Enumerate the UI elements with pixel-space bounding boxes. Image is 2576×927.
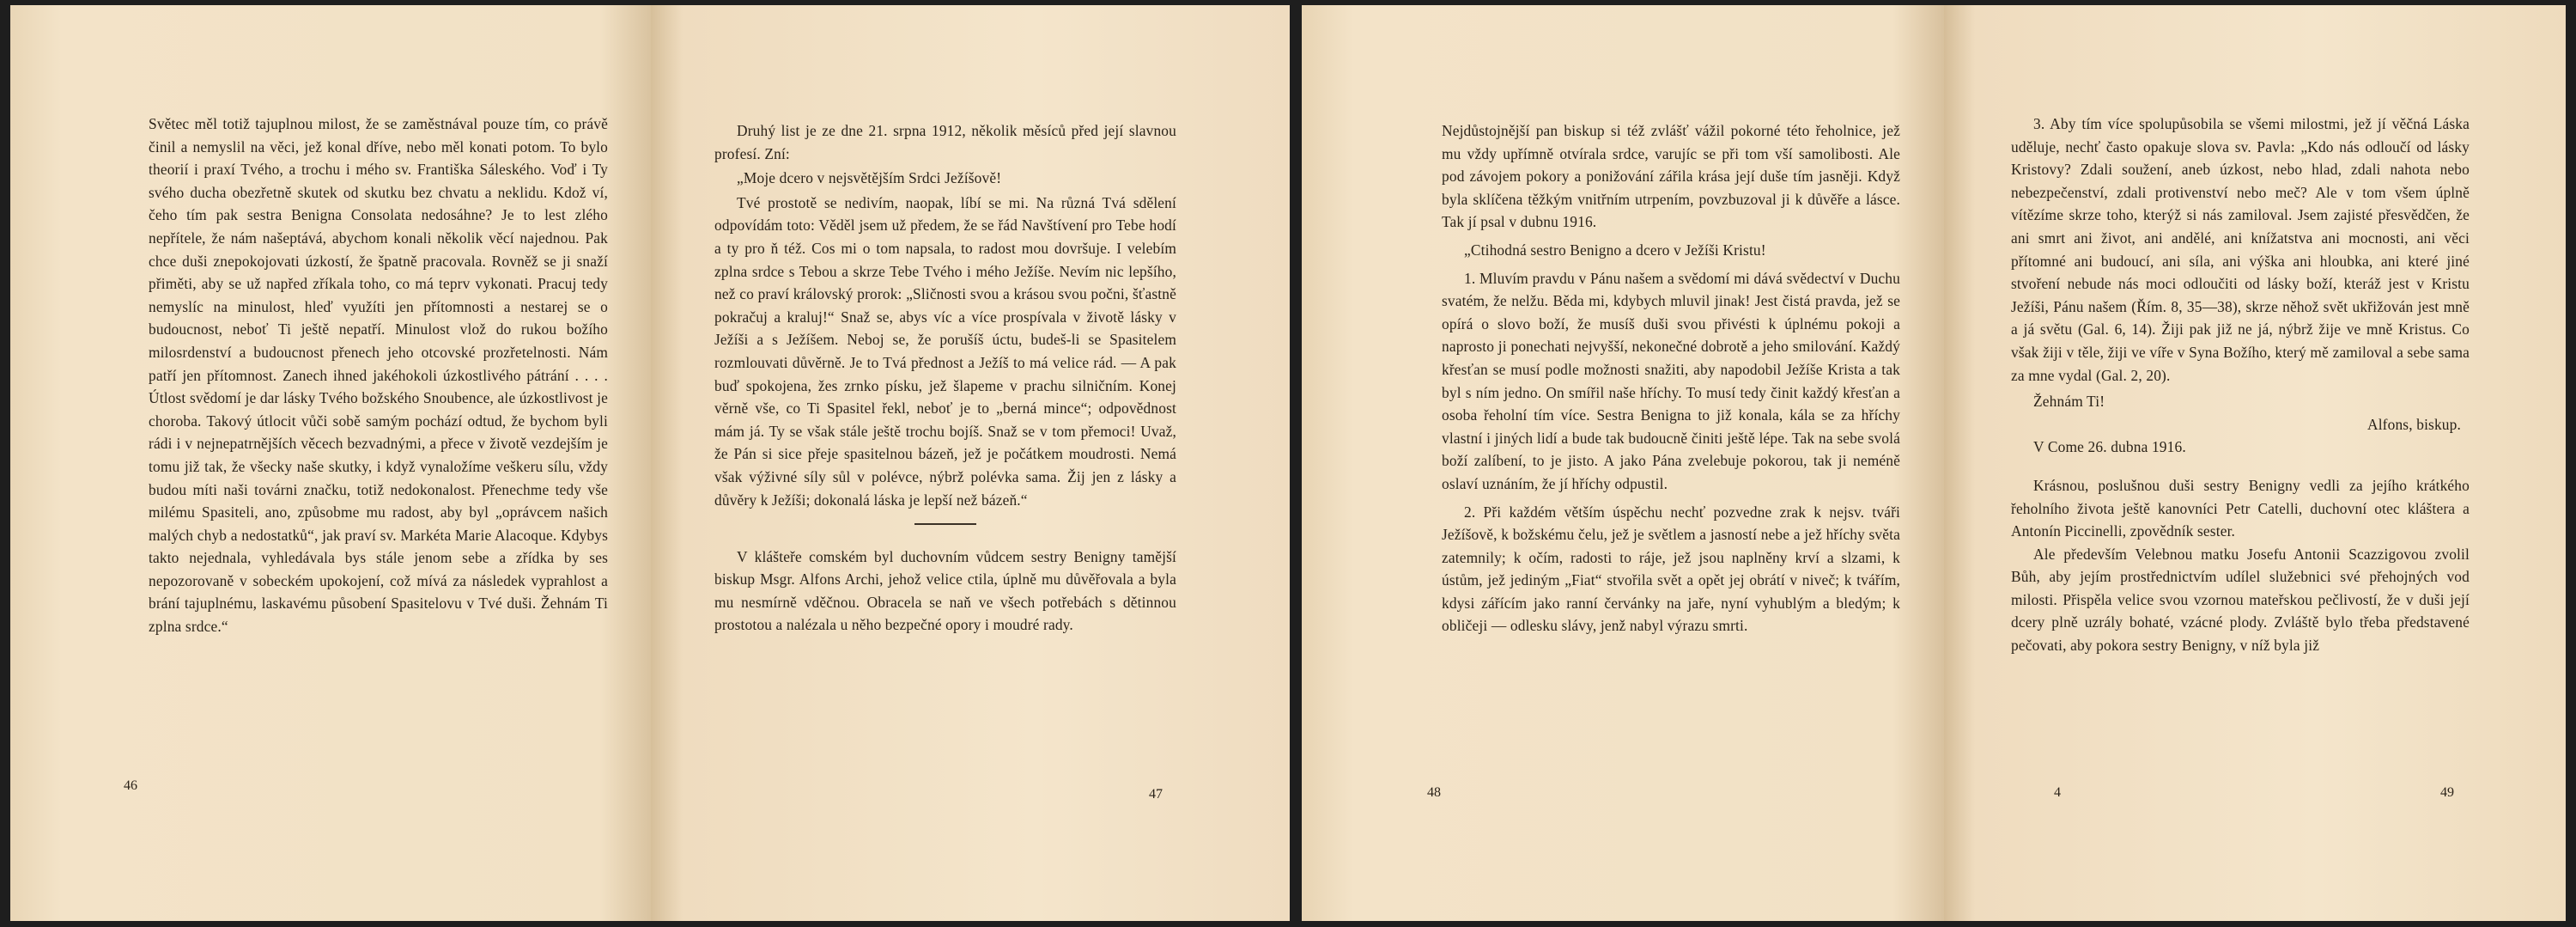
page-49-paragraph: Krásnou, poslušnou duši sestry Benigny vedli za jejího krátkého řeholního života ještě kanovníci Petr Catelli, duchovní otec kláštera a Antonín Piccinelli, zpovědník sester. <box>2011 476 2470 540</box>
letter-point-2: 2. Při každém větším úspěchu nechť pozvedne zrak k nejsv. tváři Ježíšově, k božskému čelu, jež je světlem a jasností nebe a jež hříchy světa zatemnily; k očím, radosti to ráje, jež jsou naplněny krví a slzami, k ústům, jež jediným „Fiat“ stvořila svět a opět jej obrátí v niveč; k tvářím, kdysi zářícím jako ranní červánky na jaře, nyní vyhublým a bledým; k obličeji — odlesku slávy, jenž nabyl výrazu smrti. <box>1442 503 1900 635</box>
page-49-paragraph: Ale především Velebnou matku Josefu Antonii Scazzigovou zvolil Bůh, aby jejím prostřednictvím udílel služebnici své přehojných vod milosti. Přispěla velice svou vzornou mateřskou pečlivostí, že v duši její dcery plně uzrály bohaté, vzácné plody. Zvláště bylo třeba představené pečovati, aby pokora sestry Benigny, v níž byla již <box>2011 545 2470 655</box>
letter-point-1: 1. Mluvím pravdu v Pánu našem a svědomí mi dává svědectví v Duchu svatém, že nelžu. Běda mi, kdybych mluvil jinak! Jest čistá pravda, jež se opírá o slovo boží, že musíš duši svou přivésti k úplnému pokoji a naprosto ji ponechati nejvyšší, nekonečné dobrotě a jeho smilování. Každý křesťan se musí podle možnosti snažiti, aby napodobil Ježíše Krista a tak byl s ním jedno. On smířil naše hříchy. To musí tedy činit každý křesťan a osoba řeholní tím více. Sestra Benigna to již konala, kála se za hříchy vlastní i jiných lidí a bude tak budoucně činiti ještě lépe. Tak na sebe svolá boží zalíbení, to je jisto. A jako Pána zvelebuje pokorou, tak ji neméně oslaví uznáním, že jí hříchy odpustil. <box>1442 269 1900 492</box>
page-number-49: 49 <box>2440 785 2454 800</box>
page-47-paragraph: V klášteře comském byl duchovním vůdcem sestry Benigny tamější biskup Msgr. Alfons Archi, jehož velice ctila, úplně mu důvěřovala a byla mu nesmírně vděčnou. Obracela se naň ve všech potřebách s dětinnou prostotou a nalézala u něho bezpečné opory i moudré rady. <box>714 547 1176 634</box>
page-49-text <box>2011 113 2470 657</box>
page-46-paragraph: Světec měl totiž tajuplnou milost, že se zaměstnával pouze tím, co právě činil a nemyslil na věci, jež konal dříve, nebo měl konati potom. To bylo theorií i praxí Tvého, a trochu i mého sv. Františka Sáleského. Voď i Ty svého ducha obezřetně skutek od skutku bez chvatu a neklidu. Kdož ví, čeho tím pak sestra Benigna Consolata nedosáhne? Je to lest zlého nepřítele, že nám našeptává, abychom konali několik věcí najednou. Pak chce duši znepokojovati úzkostí, že špatně pracovala. Rovněž se ji snaží přiměti, aby se už napřed zříkala toho, co má teprv vykonati. Pracuj tedy nemyslíc na minulost, hleď využíti jen přítomnosti a nestarej se o budoucnost, neboť Ti ještě nepatří. Minulost vlož do rukou božího milosrdenství a budoucnost přenech jeho otcovské prozřetelnosti. Nám patří jen přítomnost. Zanech ihned jakéhokoli úzkostlivého pátrání . . . . Útlost svědomí je dar lásky Tvého božského Snoubence, ale úzkostlivost je choroba. Takový útlocit vůči sobě samým pochází odtud, že bychom byli rádi i v nejnepatrnějších věcech bezvadnými, a přece v životě vezdejším je tomu již tak, že všecky naše skutky, i když vynaložíme veškeru sílu, vždy budou míti naši továrni značku, totiž nedokonalost. Přenechme tedy vše milému Spasiteli, ano, způsobme mu radost, aby byl „oprávcem našich malých chyb a nedostatků“, jak praví sv. Markéta Marie Alacoque. Kdybys takto nejednala, vyhledávala bys stále jenom sebe a zřídka by ses nepozorovaně v sobeckém upokojení, což mívá za následek vyprahlost a brání tajuplnému, laskavému působení Spasitelovu v Tvé duši. Žehnám Ti zplna srdce.“ <box>149 115 608 636</box>
page-49 <box>1944 5 2566 921</box>
page-48 <box>1302 5 1944 921</box>
page-47-text <box>714 119 1176 637</box>
signature-mark: 4 <box>2054 785 2061 800</box>
section-divider <box>914 523 976 525</box>
letter-place-date: V Come 26. dubna 1916. <box>2033 438 2186 456</box>
page-47 <box>651 5 1290 921</box>
letter-body: Tvé prostotě se nedivím, naopak, líbí se mi. Na různá Tvá sdělení odpovídám toto: Věděl jsem už předem, že se řád Navštívení pro Tebe hodí a ty pro ň též. Cos mi o tom napsala, to radost mou dovršuje. I velebím zplna srdce s Tebou a skrze Tebe Tvého i mého Ježíše. Nevím nic lepšího, než co praví královský prorok: „Sličnosti svou a krásou svou počni, šťastně pokračuj a kraluj!“ Snaž se, abys víc a více prospívala v životě lásky v Ježíši a s Ježíšem. Neboj se, že porušíš úctu, budeš-li se Spasitelem rozmlouvati důvěrně. Je to Tvá přednost a Ježíš to má velice rád. — A pak buď spokojena, žes zrnko písku, jež šlapeme v prachu silničním. Konej věrně vše, co Ti Spasitel řekl, neboť je to „berná mince“; odpovědnost mám já. Ty se však stále ještě trochu bojíš. Snaž se v tom přemoci! Uvaž, že Pán si sice přeje spasitelnou bázeň, jež je počátkem moudrosti. Nemá však výživné síly sůl v polévce, nýbrž polévka sama. Žij jen z lásky a důvěry k Ježíši; dokonalá láska je lepší než bázeň.“ <box>714 193 1176 509</box>
page-47-intro: Druhý list je ze dne 21. srpna 1912, několik měsíců před její slavnou profesí. Zní: <box>714 122 1176 162</box>
letter-signature: Alfons, biskup. <box>2366 415 2461 433</box>
letter-salutation: „Moje dcero v nejsvětějším Srdci Ježíšově! <box>737 169 1002 187</box>
letter-point-3: 3. Aby tím více spolupůsobila se všemi milostmi, jež jí věčná Láska uděluje, nechť často opakuje slova sv. Pavla: „Kdo nás odloučí od lásky Kristovy? Zdali soužení, aneb úzkost, nebo hlad, zdali nahota nebo nebezpečenství, zdali protivenství nebo meč? Ale v tom všem úplně vítězíme skrze toho, kterýž si nás zamiloval. Jsem zajisté přesvědčen, že ani smrt ani život, ani andělé, ani knížatstva ani mocnosti, ani věci přítomné ani budoucí, ani síla, ani výška ani hloubka, ani které jiné stvoření nebude nás moci odloučiti od lásky boží, kteráž jest v Kristu Ježíši, Pánu našem (Řím. 8, 35—38), skrze něhož svět ukřižován jest mně a já světu (Gal. 6, 14). Žiji pak již ne já, nýbrž žije ve mně Kristus. Co však žiji v těle, žiji ve víře v Syna Božího, který mě zamiloval a sebe sama za mne vydal (Gal. 2, 20). <box>2011 115 2470 384</box>
page-46-text <box>149 113 608 638</box>
page-48-text <box>1442 119 1900 637</box>
page-48-intro: Nejdůstojnější pan biskup si též zvlášť vážil pokorné této řeholnice, jež mu vždy upřímně otvírala srdce, varujíc se při tom vší samolibosti. Ale pod závojem pokory a ponižování zářila krása její duše tím jasněji. Když byla sklíčena těžkým vnitřním utrpením, povzbuzoval ji k důvěře a lásce. Tak jí psal v dubnu 1916. <box>1442 122 1900 231</box>
page-number-46: 46 <box>124 778 137 793</box>
page-46 <box>10 5 651 921</box>
letter-salutation: „Ctihodná sestro Benigno a dcero v Ježíši Kristu! <box>1464 241 1766 259</box>
page-number-47: 47 <box>1149 787 1163 802</box>
letter-blessing: Žehnám Ti! <box>2033 393 2105 411</box>
page-number-48: 48 <box>1427 785 1441 800</box>
